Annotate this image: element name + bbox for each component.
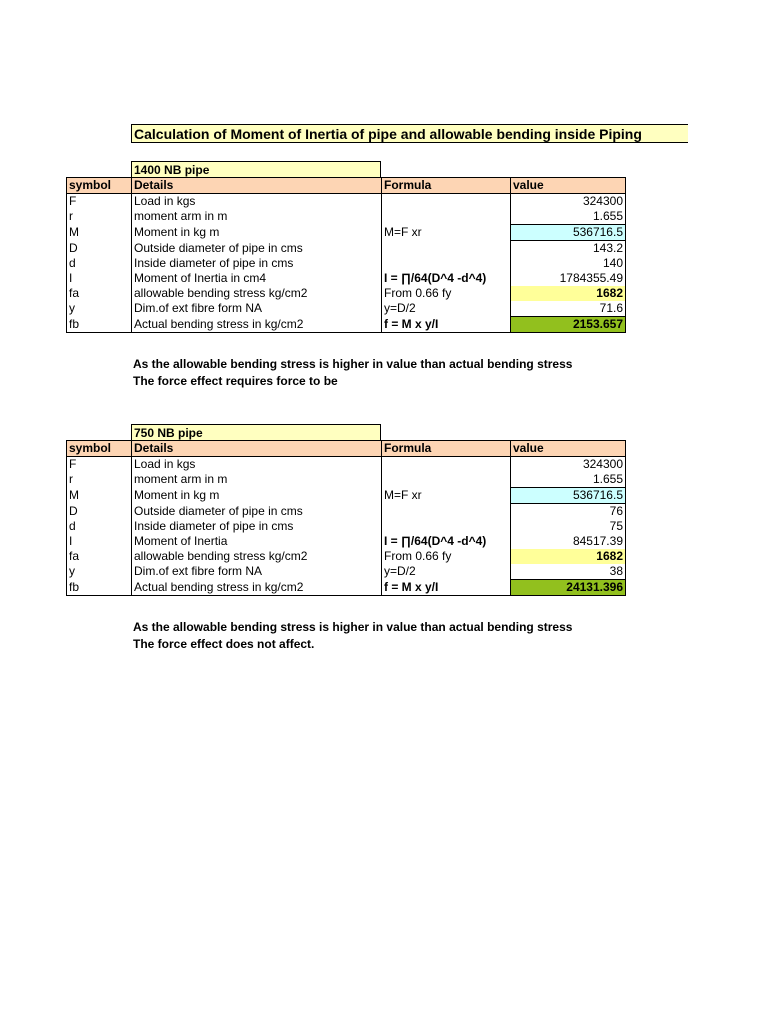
formula-cell[interactable]: y=D/2 <box>382 301 511 317</box>
details-cell[interactable]: Load in kgs <box>132 194 382 210</box>
symbol-cell[interactable]: r <box>67 472 132 488</box>
table-row <box>67 580 626 596</box>
details-cell[interactable]: Moment of Inertia <box>132 534 382 549</box>
symbol-cell[interactable]: M <box>67 488 132 504</box>
details-cell[interactable]: Load in kgs <box>132 457 382 473</box>
formula-cell[interactable] <box>382 256 511 271</box>
formula-cell[interactable]: f = M x y/I <box>382 580 511 596</box>
formula-cell[interactable]: I = ∏/64(D^4 -d^4) <box>382 534 511 549</box>
table-row <box>67 301 626 317</box>
table-row <box>67 256 626 271</box>
details-cell[interactable]: moment arm in m <box>132 209 382 225</box>
symbol-cell[interactable]: F <box>67 194 132 210</box>
header-details: Details <box>132 441 382 457</box>
value-cell[interactable]: 1.655 <box>511 472 626 488</box>
symbol-cell[interactable]: I <box>67 271 132 286</box>
formula-cell[interactable]: M=F xr <box>382 488 511 504</box>
table-row <box>67 472 626 488</box>
table-header-row <box>67 441 626 457</box>
header-details: Details <box>132 178 382 194</box>
value-cell[interactable]: 324300 <box>511 457 626 473</box>
details-cell[interactable]: Dim.of ext fibre form NA <box>132 301 382 317</box>
header-symbol: symbol <box>67 441 132 457</box>
sheet-title: Calculation of Moment of Inertia of pipe and allowable bending inside Piping <box>131 124 688 143</box>
symbol-cell[interactable]: D <box>67 504 132 520</box>
value-cell[interactable]: 2153.657 <box>511 317 626 333</box>
table-row <box>67 564 626 580</box>
table-row <box>67 504 626 520</box>
details-cell[interactable]: Actual bending stress in kg/cm2 <box>132 580 382 596</box>
table-row <box>67 209 626 225</box>
details-cell[interactable]: Moment in kg m <box>132 488 382 504</box>
symbol-cell[interactable]: fa <box>67 549 132 564</box>
symbol-cell[interactable]: r <box>67 209 132 225</box>
details-cell[interactable]: Dim.of ext fibre form NA <box>132 564 382 580</box>
formula-cell[interactable]: y=D/2 <box>382 564 511 580</box>
details-cell[interactable]: Outside diameter of pipe in cms <box>132 504 382 520</box>
details-cell[interactable]: Inside diameter of pipe in cms <box>132 519 382 534</box>
header-value: value <box>511 441 626 457</box>
formula-cell[interactable]: From 0.66 fy <box>382 286 511 301</box>
value-cell[interactable]: 71.6 <box>511 301 626 317</box>
header-value: value <box>511 178 626 194</box>
table-row <box>67 317 626 333</box>
symbol-cell[interactable]: I <box>67 534 132 549</box>
table-row <box>67 457 626 473</box>
formula-cell[interactable]: From 0.66 fy <box>382 549 511 564</box>
value-cell[interactable]: 1682 <box>511 286 626 301</box>
value-cell[interactable]: 1682 <box>511 549 626 564</box>
symbol-cell[interactable]: M <box>67 225 132 241</box>
formula-cell[interactable] <box>382 209 511 225</box>
details-cell[interactable]: Moment in kg m <box>132 225 382 241</box>
symbol-cell[interactable]: fb <box>67 580 132 596</box>
section2-label: 750 NB pipe <box>131 424 381 441</box>
formula-cell[interactable] <box>382 519 511 534</box>
details-cell[interactable]: Actual bending stress in kg/cm2 <box>132 317 382 333</box>
table-row <box>67 241 626 257</box>
header-formula: Formula <box>382 178 511 194</box>
details-cell[interactable]: Moment of Inertia in cm4 <box>132 271 382 286</box>
section2-note-line2: The force effect does not affect. <box>133 637 315 651</box>
symbol-cell[interactable]: y <box>67 301 132 317</box>
formula-cell[interactable]: I = ∏/64(D^4 -d^4) <box>382 271 511 286</box>
table-row <box>67 549 626 564</box>
symbol-cell[interactable]: fb <box>67 317 132 333</box>
formula-cell[interactable] <box>382 504 511 520</box>
value-cell[interactable]: 75 <box>511 519 626 534</box>
value-cell[interactable]: 536716.5 <box>511 225 626 241</box>
section2-table <box>66 440 626 596</box>
formula-cell[interactable]: f = M x y/I <box>382 317 511 333</box>
value-cell[interactable]: 143.2 <box>511 241 626 257</box>
value-cell[interactable]: 38 <box>511 564 626 580</box>
section1-table <box>66 177 626 333</box>
formula-cell[interactable]: M=F xr <box>382 225 511 241</box>
formula-cell[interactable] <box>382 472 511 488</box>
details-cell[interactable]: Outside diameter of pipe in cms <box>132 241 382 257</box>
details-cell[interactable]: Inside diameter of pipe in cms <box>132 256 382 271</box>
formula-cell[interactable] <box>382 241 511 257</box>
value-cell[interactable]: 24131.396 <box>511 580 626 596</box>
table-header-row <box>67 178 626 194</box>
section2-note-line1: As the allowable bending stress is higher in value than actual bending stress <box>133 620 573 634</box>
symbol-cell[interactable]: y <box>67 564 132 580</box>
value-cell[interactable]: 1.655 <box>511 209 626 225</box>
section1-note-line1: As the allowable bending stress is higher in value than actual bending stress <box>133 357 573 371</box>
value-cell[interactable]: 324300 <box>511 194 626 210</box>
value-cell[interactable]: 76 <box>511 504 626 520</box>
details-cell[interactable]: allowable bending stress kg/cm2 <box>132 549 382 564</box>
value-cell[interactable]: 84517.39 <box>511 534 626 549</box>
table-row <box>67 194 626 210</box>
table-row <box>67 519 626 534</box>
formula-cell[interactable] <box>382 457 511 473</box>
header-formula: Formula <box>382 441 511 457</box>
value-cell[interactable]: 536716.5 <box>511 488 626 504</box>
table-row <box>67 488 626 504</box>
section1-label: 1400 NB pipe <box>131 161 381 178</box>
value-cell[interactable]: 1784355.49 <box>511 271 626 286</box>
details-cell[interactable]: allowable bending stress kg/cm2 <box>132 286 382 301</box>
header-symbol: symbol <box>67 178 132 194</box>
value-cell[interactable]: 140 <box>511 256 626 271</box>
table-row <box>67 534 626 549</box>
symbol-cell[interactable]: fa <box>67 286 132 301</box>
formula-cell[interactable] <box>382 194 511 210</box>
details-cell[interactable]: moment arm in m <box>132 472 382 488</box>
symbol-cell[interactable]: F <box>67 457 132 473</box>
symbol-cell[interactable]: d <box>67 256 132 271</box>
table-row <box>67 271 626 286</box>
table-row <box>67 225 626 241</box>
section1-note-line2: The force effect requires force to be <box>133 374 338 388</box>
table-row <box>67 286 626 301</box>
symbol-cell[interactable]: D <box>67 241 132 257</box>
symbol-cell[interactable]: d <box>67 519 132 534</box>
